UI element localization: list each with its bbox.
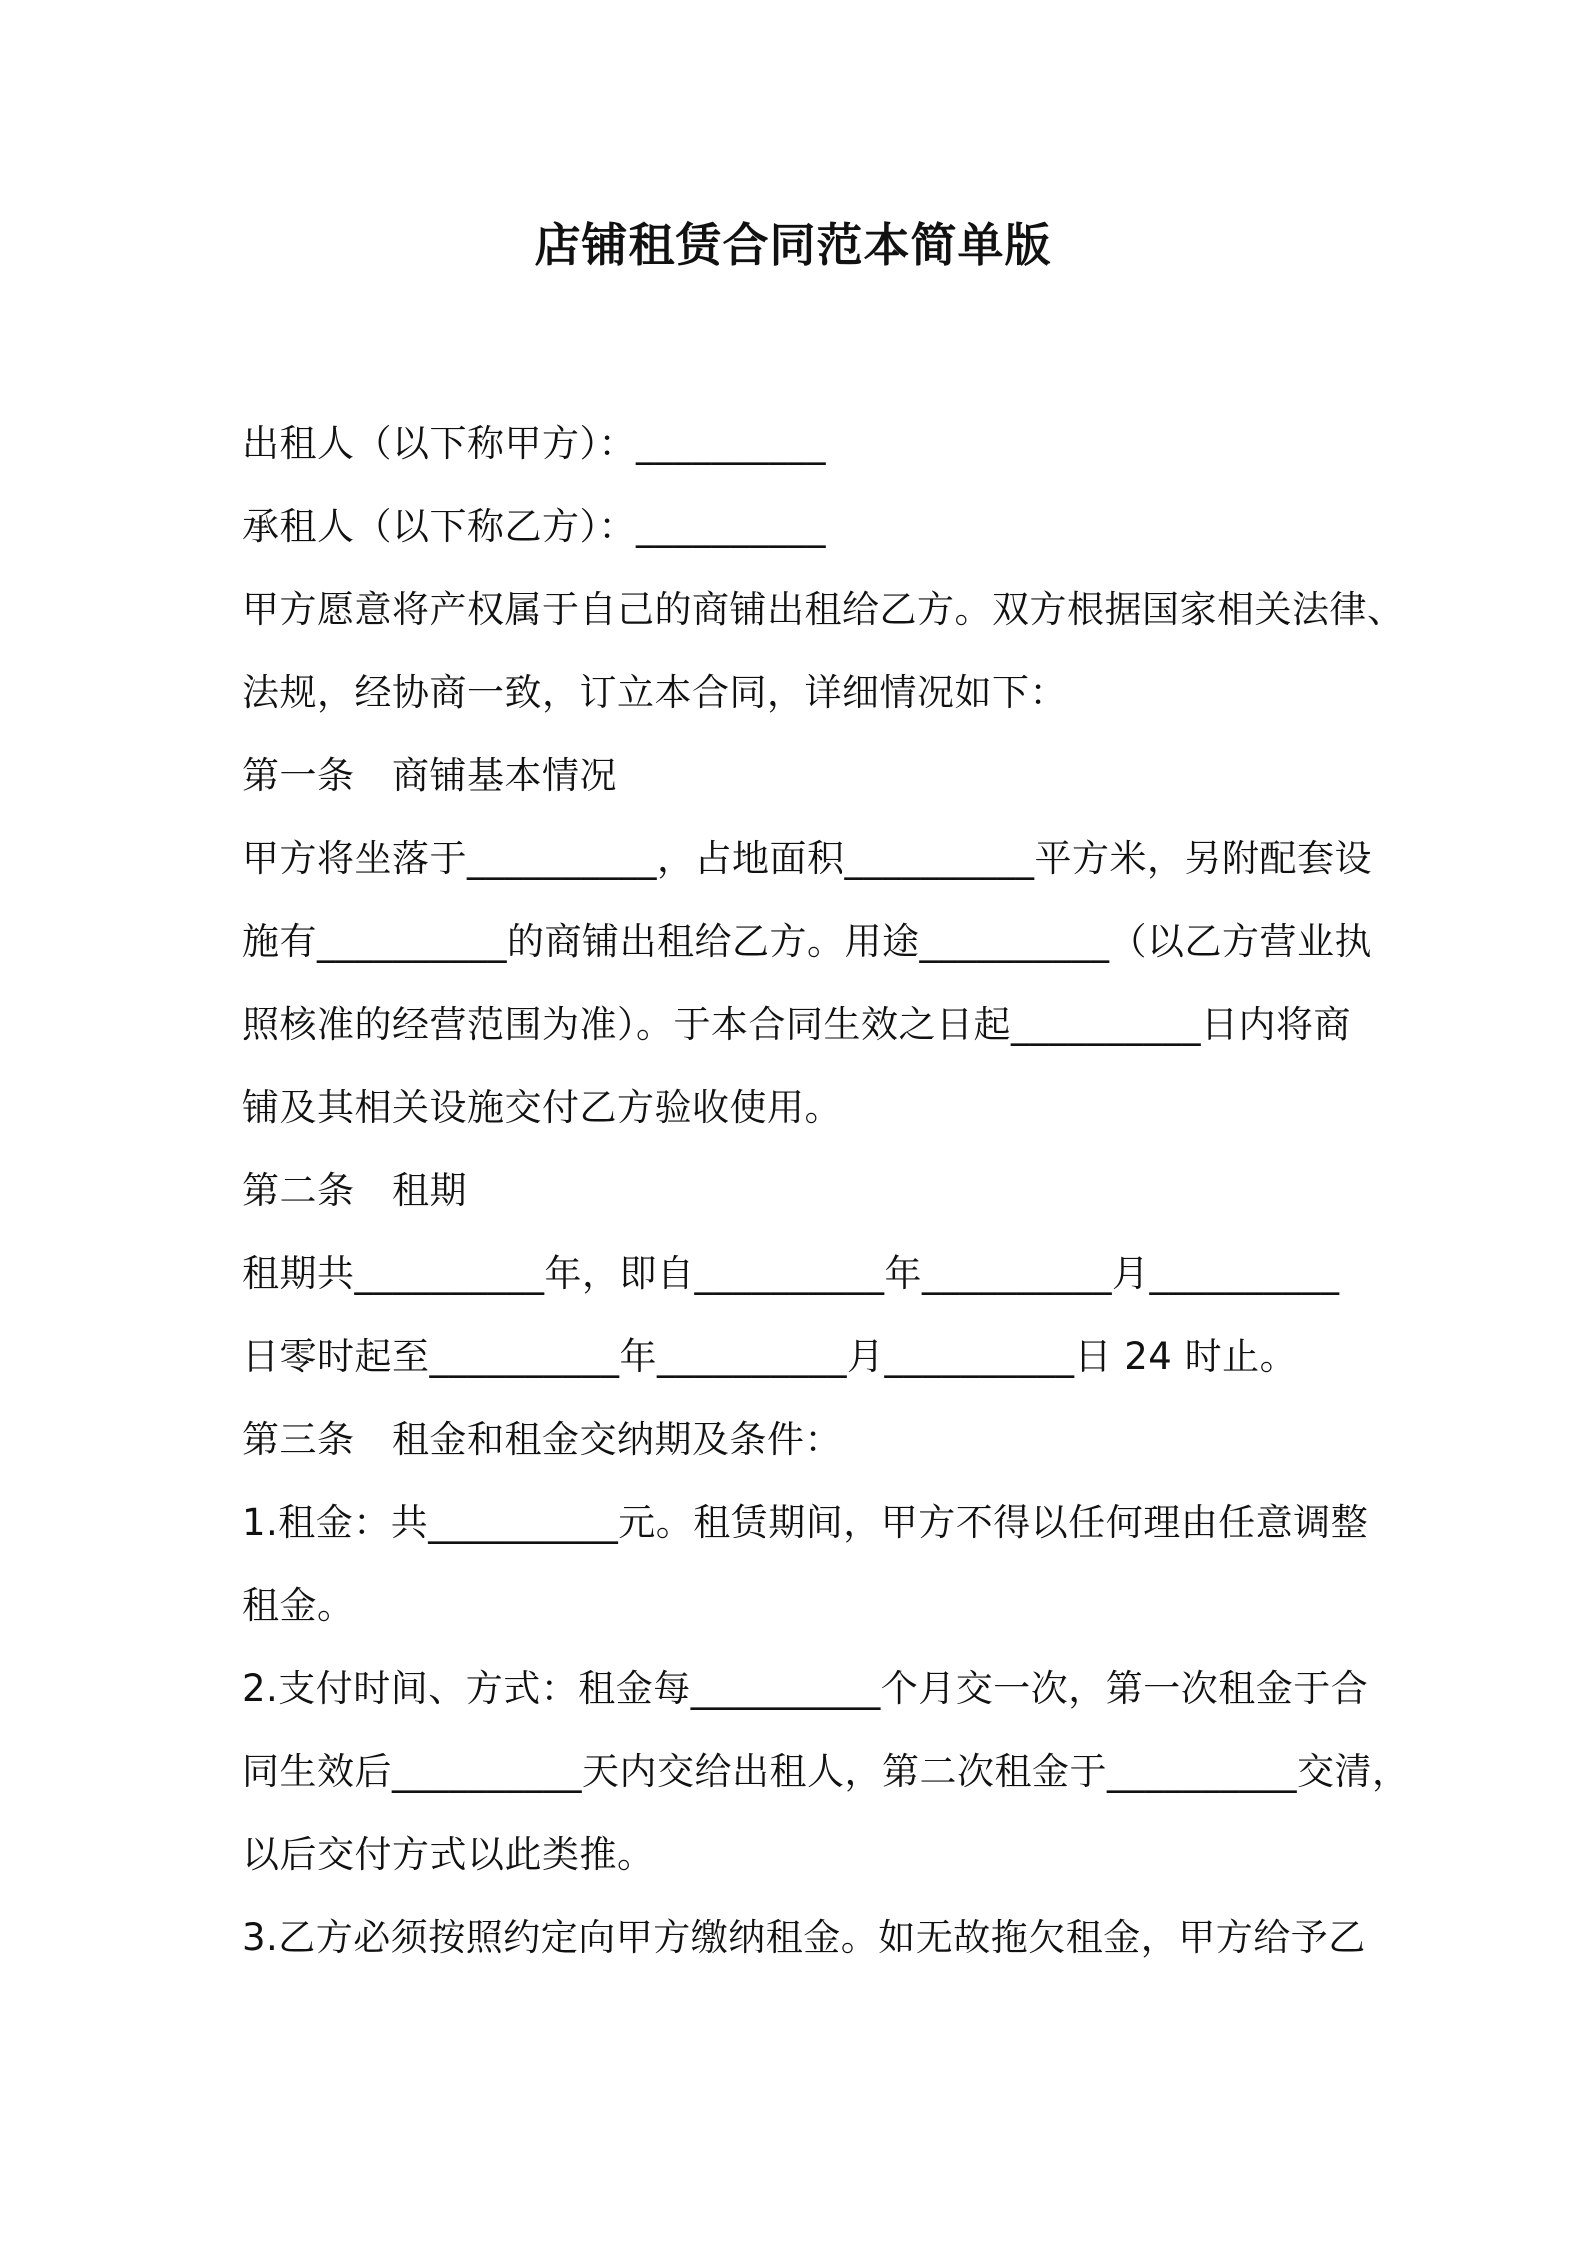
text-line: 施有__________的商铺出租给乙方。用途__________（以乙方营业执	[242, 920, 1372, 963]
text-line: 2.支付时间、方式：租金每__________个月交一次，第一次租金于合	[242, 1667, 1369, 1710]
document-body	[242, 402, 1410, 1979]
text-line: 甲方愿意将产权属于自己的商铺出租给乙方。双方根据国家相关法律、	[242, 588, 1405, 631]
section-heading: 第一条 商铺基本情况	[242, 754, 617, 797]
text-line: 法规，经协商一致，订立本合同，详细情况如下：	[242, 671, 1067, 714]
text-line: 甲方将坐落于__________，占地面积__________平方米，另附配套设	[242, 837, 1372, 880]
text-line: 租期共__________年，即自__________年__________月__________	[242, 1252, 1340, 1295]
text-line: 同生效后__________天内交给出租人，第二次租金于__________交清，	[242, 1750, 1410, 1793]
document-title: 店铺租赁合同范本简单版	[534, 218, 1052, 272]
text-line: 以后交付方式以此类推。	[242, 1833, 655, 1876]
section-heading: 第三条 租金和租金交纳期及条件：	[242, 1418, 842, 1461]
text-line: 日零时起至__________年__________月__________日 24 时止。	[242, 1335, 1298, 1378]
text-line: 承租人（以下称乙方）：__________	[242, 505, 826, 548]
text-line: 照核准的经营范围为准）。于本合同生效之日起__________日内将商	[242, 1003, 1351, 1046]
text-line: 出租人（以下称甲方）：__________	[242, 422, 826, 465]
text-line: 3.乙方必须按照约定向甲方缴纳租金。如无故拖欠租金，甲方给予乙	[242, 1916, 1366, 1959]
section-heading: 第二条 租期	[242, 1169, 467, 1212]
text-line: 租金。	[242, 1584, 355, 1627]
text-line: 1.租金：共__________元。租赁期间，甲方不得以任何理由任意调整	[242, 1501, 1369, 1544]
text-line: 铺及其相关设施交付乙方验收使用。	[242, 1086, 842, 1129]
